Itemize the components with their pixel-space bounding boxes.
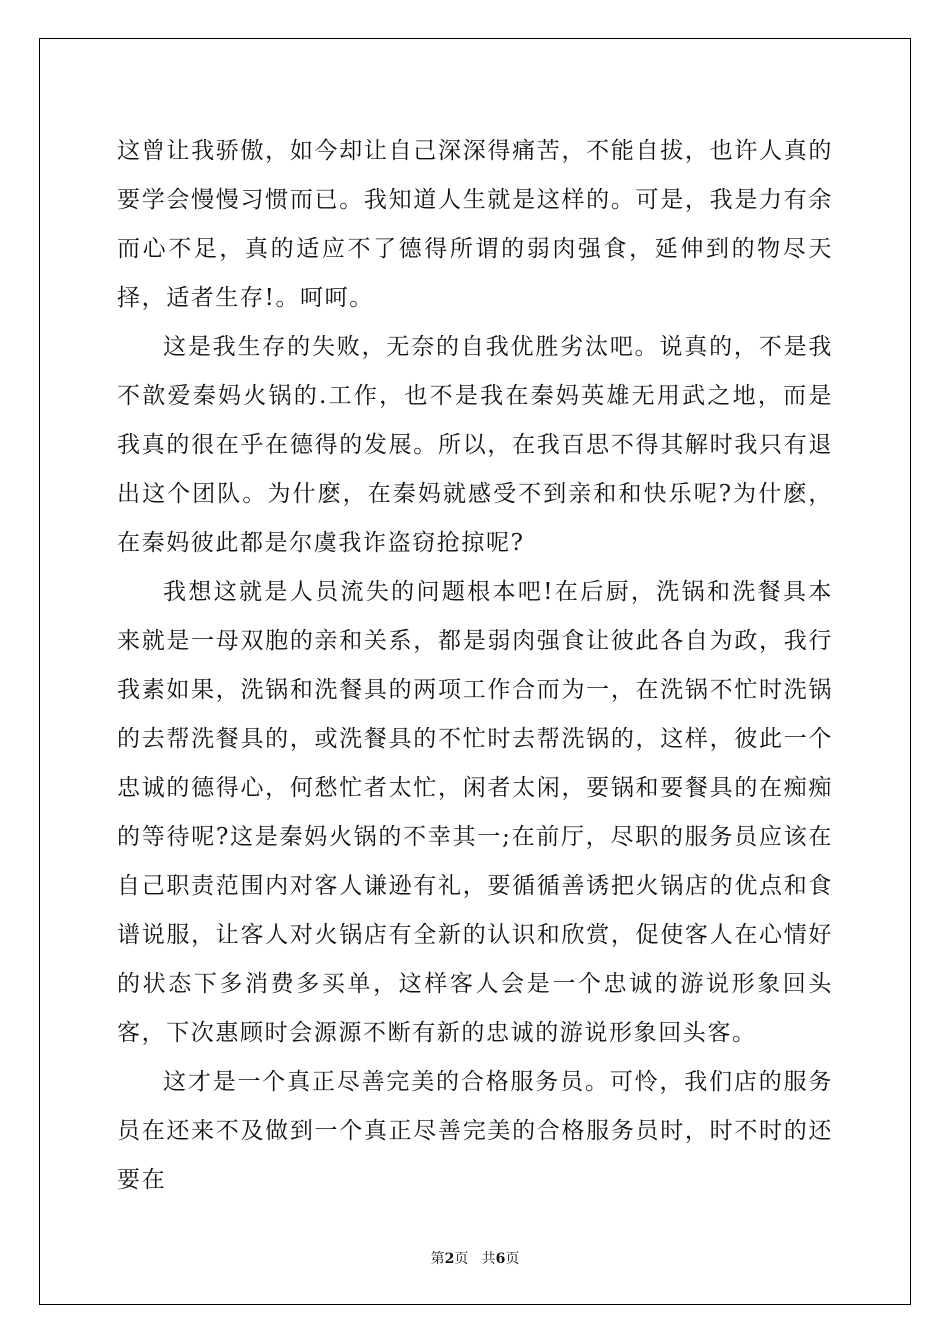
- total-suffix: 页: [505, 1251, 520, 1267]
- page-prefix: 第: [430, 1251, 445, 1267]
- paragraph-3: 我想这就是人员流失的问题根本吧!在后厨，洗锅和洗餐具本来就是一母双胞的亲和关系，都是弱肉强食让彼此各自为政，我行我素如果，洗锅和洗餐具的两项工作合而为一，在洗锅不忙时洗锅的去帮洗餐具的，或洗餐具的不忙时去帮洗锅的，这样，彼此一个忠诚的德得心，何愁忙者太忙，闲者太闲，要锅和要餐具的在痴痴的等待呢?这是秦妈火锅的不幸其一;在前厅，尽职的服务员应该在自己职责范围内对客人谦逊有礼，要循循善诱把火锅店的优点和食谱说服，让客人对火锅店有全新的认识和欣赏，促使客人在心情好的状态下多消费多买单，这样客人会是一个忠诚的游说形象回头客，下次惠顾时会源源不断有新的忠诚的游说形象回头客。: [117, 579, 833, 1046]
- page-footer: [0, 1248, 950, 1268]
- paragraph-1: 这曾让我骄傲，如今却让自己深深得痛苦，不能自拔，也许人真的要学会慢慢习惯而已。我知道人生就是这样的。可是，我是力有余而心不足，真的适应不了德得所谓的弱肉强食，延伸到的物尽天择，适者生存!。呵呵。: [117, 138, 833, 311]
- total-page-number: 6: [495, 1251, 506, 1267]
- document-body: [117, 127, 833, 1205]
- total-prefix: 共: [481, 1251, 496, 1267]
- paragraph-4: 这才是一个真正尽善完美的合格服务员。可怜，我们店的服务员在还来不及做到一个真正尽善完美的合格服务员时，时不时的还要在: [117, 1069, 833, 1193]
- current-page-number: 2: [444, 1251, 455, 1267]
- paragraph-2: 这是我生存的失败，无奈的自我优胜劣汰吧。说真的，不是我不歆爱秦妈火锅的.工作，也不是我在秦妈英雄无用武之地，而是我真的很在乎在德得的发展。所以，在我百思不得其解时我只有退出这个团队。为什麽，在秦妈就感受不到亲和和快乐呢?为什麽，在秦妈彼此都是尔虞我诈盗窃抢掠呢?: [117, 334, 833, 556]
- page-suffix: 页: [454, 1251, 469, 1267]
